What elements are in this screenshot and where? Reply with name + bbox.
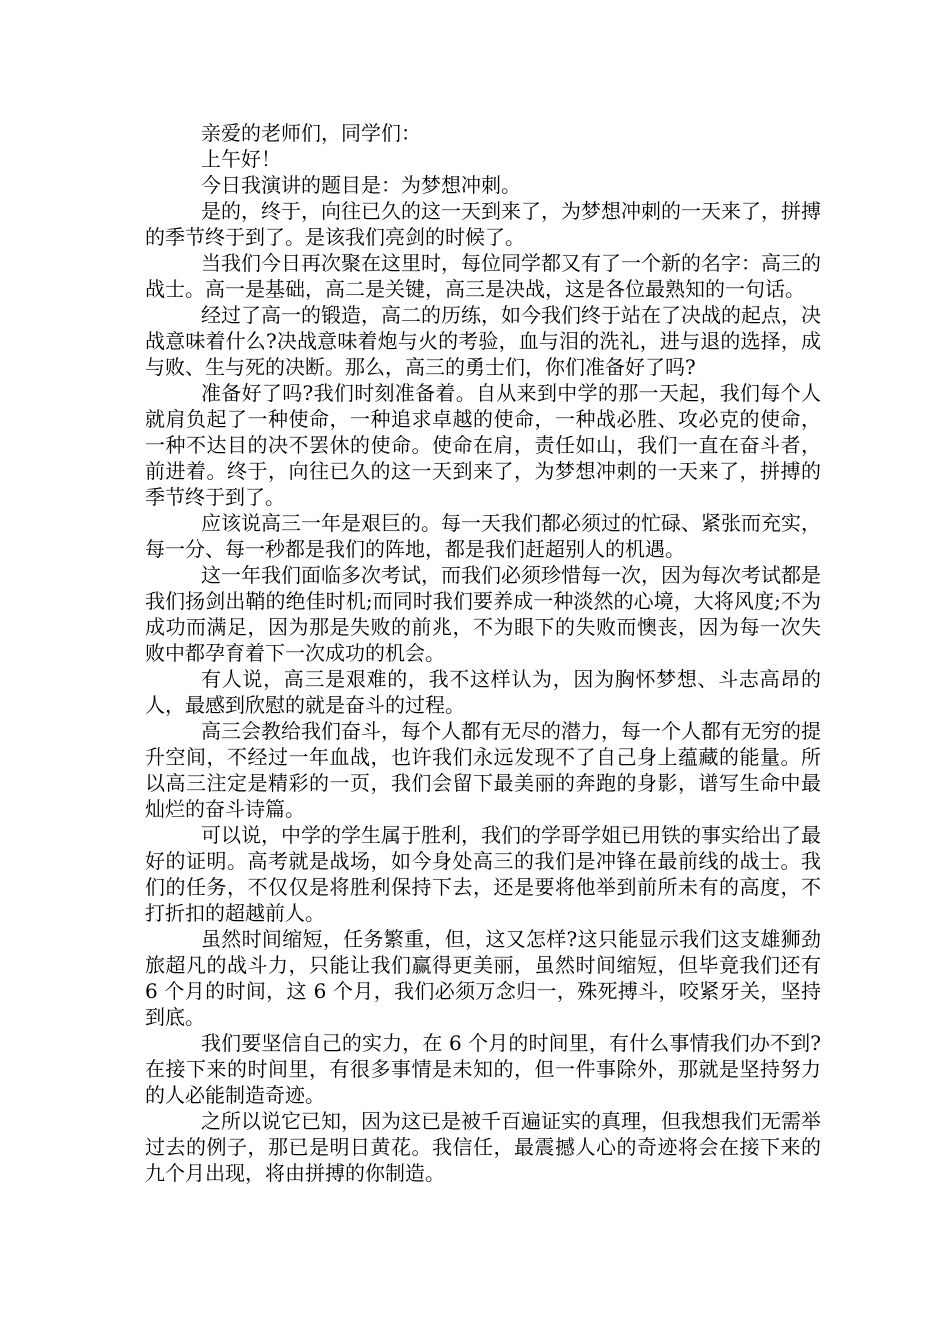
paragraph: 是的，终于，向往已久的这一天到来了，为梦想冲刺的一天来了，拼搏的季节终于到了。是该我们亮剑的时候了。 (145, 199, 821, 249)
paragraph: 之所以说它已知，因为这已是被千百遍证实的真理，但我想我们无需举过去的例子，那已是明日黄花。我信任，最震撼人心的奇迹将会在接下来的九个月出现，将由拼搏的你制造。 (145, 1109, 821, 1185)
paragraph: 经过了高一的锻造，高二的历练，如今我们终于站在了决战的起点，决战意味着什么?决战意味着炮与火的考验，血与泪的洗礼，进与退的选择，成与败、生与死的决断。那么，高三的勇士们，你们准备好了吗? (145, 303, 821, 379)
paragraph: 这一年我们面临多次考试，而我们必须珍惜每一次，因为每次考试都是我们扬剑出鞘的绝佳时机;而同时我们要养成一种淡然的心境，大将风度;不为成功而满足，因为那是失败的前兆，不为眼下的失败而懊丧，因为每一次失败中都孕育着下一次成功的机会。 (145, 563, 821, 665)
paragraph: 当我们今日再次聚在这里时，每位同学都又有了一个新的名字：高三的战士。高一是基础，高二是关键，高三是决战，这是各位最熟知的一句话。 (145, 251, 821, 301)
salutation: 亲爱的老师们，同学们： (201, 121, 421, 145)
greeting: 上午好！ (201, 147, 281, 171)
paragraph: 应该说高三一年是艰巨的。每一天我们都必须过的忙碌、紧张而充实，每一分、每一秒都是我们的阵地，都是我们赶超别人的机遇。 (145, 511, 821, 561)
paragraph: 可以说，中学的学生属于胜利，我们的学哥学姐已用铁的事实给出了最好的证明。高考就是战场，如今身处高三的我们是冲锋在最前线的战士。我们的任务，不仅仅是将胜利保持下去，还是要将他举到前所未有的高度，不打折扣的超越前人。 (145, 823, 821, 925)
speech-topic: 今日我演讲的题目是：为梦想冲刺。 (201, 173, 521, 197)
paragraph: 虽然时间缩短，任务繁重，但，这又怎样?这只能显示我们这支雄狮劲旅超凡的战斗力，只能让我们赢得更美丽，虽然时间缩短，但毕竟我们还有 6 个月的时间，这 6 个月，我们必须万念归一，殊死搏斗，咬紧牙关，坚持到底。 (145, 927, 821, 1029)
paragraph: 高三会教给我们奋斗，每个人都有无尽的潜力，每一个人都有无穷的提升空间，不经过一年血战，也许我们永远发现不了自己身上蕴藏的能量。所以高三注定是精彩的一页，我们会留下最美丽的奔跑的身影，谱写生命中最灿烂的奋斗诗篇。 (145, 719, 821, 821)
paragraph: 准备好了吗?我们时刻准备着。自从来到中学的那一天起，我们每个人就肩负起了一种使命，一种追求卓越的使命，一种战必胜、攻必克的使命，一种不达目的决不罢休的使命。使命在肩，责任如山，我们一直在奋斗者，前进着。终于，向往已久的这一天到来了，为梦想冲刺的一天来了，拼搏的季节终于到了。 (145, 381, 821, 509)
paragraph: 我们要坚信自己的实力，在 6 个月的时间里，有什么事情我们办不到?在接下来的时间里，有很多事情是未知的，但一件事除外，那就是坚持努力的人必能制造奇迹。 (145, 1031, 821, 1107)
paragraph: 有人说，高三是艰难的，我不这样认为，因为胸怀梦想、斗志高昂的人，最感到欣慰的就是奋斗的过程。 (145, 667, 821, 717)
document-body (145, 120, 821, 1186)
